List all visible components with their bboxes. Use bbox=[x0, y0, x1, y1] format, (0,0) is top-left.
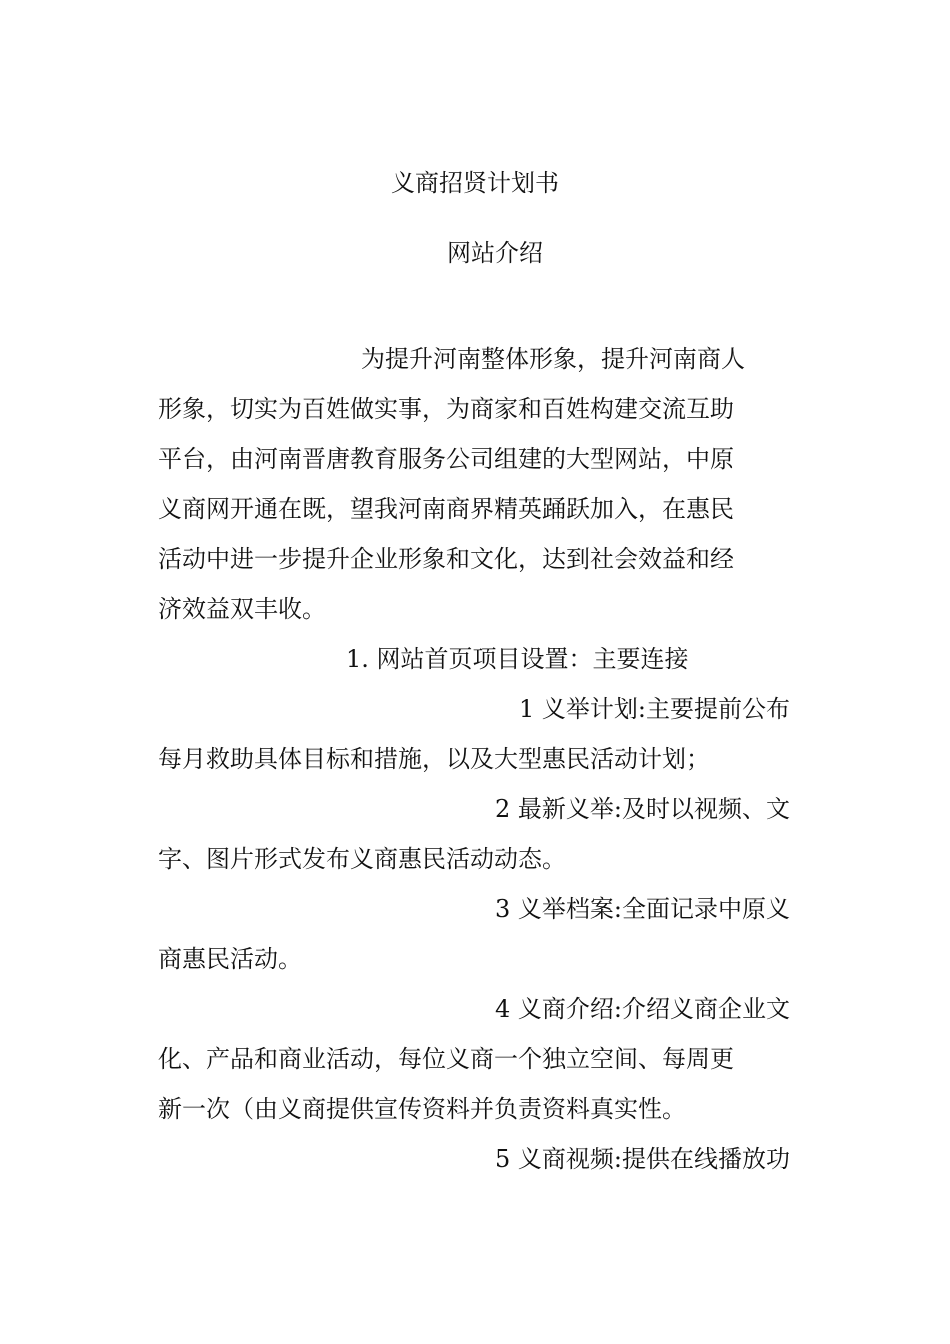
item-first-line: 5 义商视频:提供在线播放功 bbox=[495, 1145, 790, 1173]
item-line: 商惠民活动。 bbox=[158, 945, 302, 973]
intro-line: 济效益双丰收。 bbox=[158, 595, 326, 623]
intro-line: 义商网开通在既，望我河南商界精英踊跃加入，在惠民 bbox=[158, 495, 734, 523]
document-title: 义商招贤计划书 bbox=[391, 169, 559, 197]
document-subtitle: 网站介绍 bbox=[447, 239, 543, 267]
intro-line: 形象，切实为百姓做实事，为商家和百姓构建交流互助 bbox=[158, 395, 734, 423]
item-line: 每月救助具体目标和措施，以及大型惠民活动计划； bbox=[158, 745, 710, 773]
item-first-line: 2 最新义举:及时以视频、文 bbox=[495, 795, 790, 823]
item-first-line: 3 义举档案:全面记录中原义 bbox=[495, 895, 790, 923]
item-first-line: 4 义商介绍:介绍义商企业文 bbox=[495, 995, 790, 1023]
item-line: 新一次（由义商提供宣传资料并负责资料真实性。 bbox=[158, 1095, 686, 1123]
intro-line: 平台，由河南晋唐教育服务公司组建的大型网站，中原 bbox=[158, 445, 734, 473]
item-line: 化、产品和商业活动，每位义商一个独立空间、每周更 bbox=[158, 1045, 734, 1073]
section-heading: 1. 网站首页项目设置：主要连接 bbox=[346, 645, 689, 673]
item-line: 字、图片形式发布义商惠民活动动态。 bbox=[158, 845, 566, 873]
intro-line: 活动中进一步提升企业形象和文化，达到社会效益和经 bbox=[158, 545, 734, 573]
item-first-line: 1 义举计划:主要提前公布 bbox=[519, 695, 790, 723]
intro-line: 为提升河南整体形象，提升河南商人 bbox=[361, 345, 745, 373]
document-body bbox=[158, 334, 790, 1184]
